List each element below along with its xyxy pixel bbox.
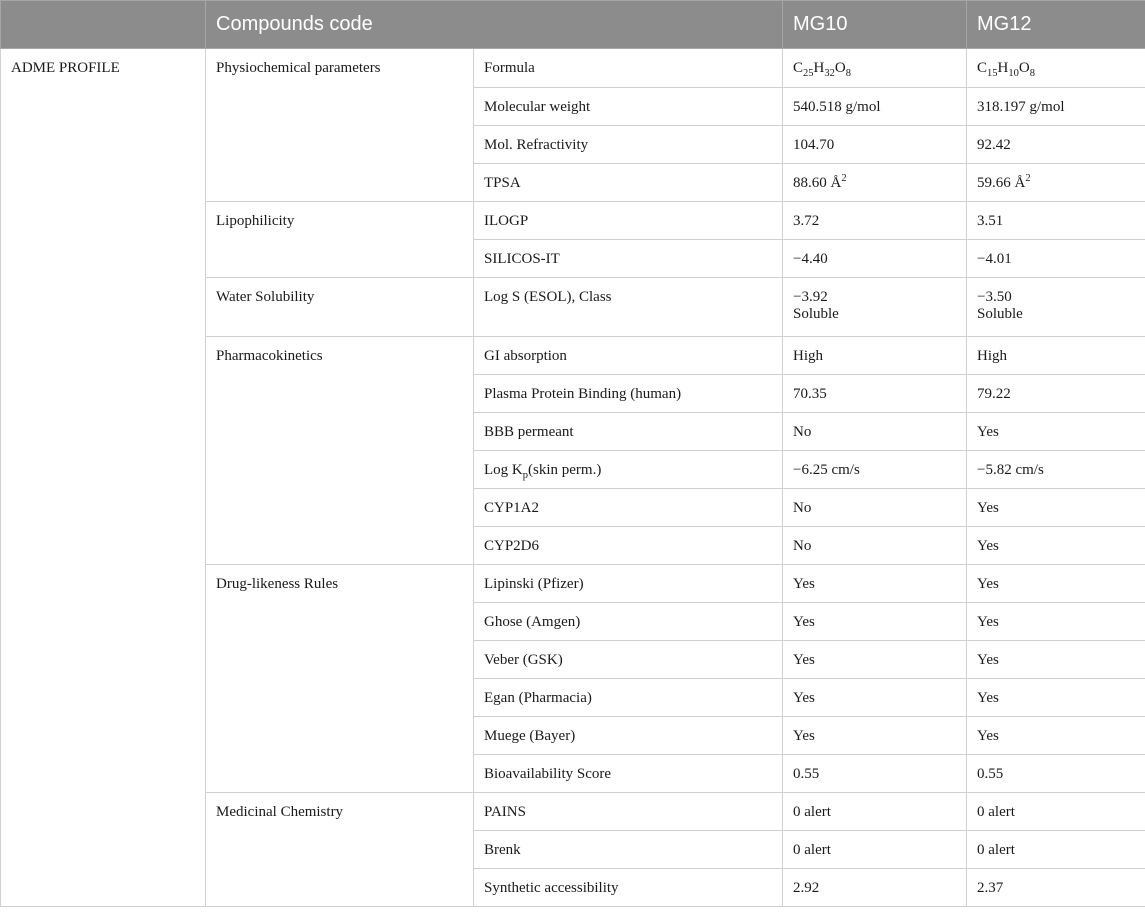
param-mr: Mol. Refractivity xyxy=(474,126,783,164)
mg10-bioav: 0.55 xyxy=(783,755,967,793)
mg10-lipinski: Yes xyxy=(783,565,967,603)
group-physchem: Physiochemical parameters xyxy=(206,49,474,202)
mg10-logs xyxy=(783,278,967,337)
mg12-lipinski: Yes xyxy=(967,565,1145,603)
param-mw: Molecular weight xyxy=(474,88,783,126)
mg10-muege: Yes xyxy=(783,717,967,755)
param-cyp1a2: CYP1A2 xyxy=(474,489,783,527)
mg10-mw: 540.518 g/mol xyxy=(783,88,967,126)
mg12-egan: Yes xyxy=(967,679,1145,717)
mg10-pains: 0 alert xyxy=(783,793,967,831)
mg10-synth: 2.92 xyxy=(783,869,967,907)
mg12-cyp2d6: Yes xyxy=(967,527,1145,565)
param-tpsa: TPSA xyxy=(474,164,783,202)
param-muege: Muege (Bayer) xyxy=(474,717,783,755)
param-lipinski: Lipinski (Pfizer) xyxy=(474,565,783,603)
group-medicinal-chemistry: Medicinal Chemistry xyxy=(206,793,474,907)
param-formula: Formula xyxy=(474,49,783,88)
mg12-mr: 92.42 xyxy=(967,126,1145,164)
mg10-brenk: 0 alert xyxy=(783,831,967,869)
mg10-ilogp: 3.72 xyxy=(783,202,967,240)
param-bbb: BBB permeant xyxy=(474,413,783,451)
mg12-gi: High xyxy=(967,337,1145,375)
param-logs: Log S (ESOL), Class xyxy=(474,278,783,337)
mg12-logs-class: Soluble xyxy=(977,306,1023,322)
mg12-formula: $C_{15}H_{10}O_8$ xyxy=(967,49,1145,88)
mg12-ghose: Yes xyxy=(967,603,1145,641)
mg12-ilogp: 3.51 xyxy=(967,202,1145,240)
mg10-silicos: −4.40 xyxy=(783,240,967,278)
param-gi: GI absorption xyxy=(474,337,783,375)
mg10-bbb: No xyxy=(783,413,967,451)
mg10-mr: 104.70 xyxy=(783,126,967,164)
mg10-cyp2d6: No xyxy=(783,527,967,565)
header-compounds-code: Compounds code xyxy=(206,1,783,49)
param-ghose: Ghose (Amgen) xyxy=(474,603,783,641)
header-mg10: MG10 xyxy=(783,1,967,49)
group-lipophilicity: Lipophilicity xyxy=(206,202,474,278)
mg12-logs xyxy=(967,278,1145,337)
mg12-cyp1a2: Yes xyxy=(967,489,1145,527)
mg12-logkp: −5.82 cm/s xyxy=(967,451,1145,489)
group-water-solubility: Water Solubility xyxy=(206,278,474,337)
mg12-muege: Yes xyxy=(967,717,1145,755)
mg10-cyp1a2: No xyxy=(783,489,967,527)
mg10-logs-class: Soluble xyxy=(793,306,839,322)
header-mg12: MG12 xyxy=(967,1,1145,49)
param-bioav: Bioavailability Score xyxy=(474,755,783,793)
mg10-gi: High xyxy=(783,337,967,375)
mg12-logs-value: −3.50 xyxy=(977,289,1012,305)
mg10-tpsa: 88.60 $Å^2$ xyxy=(783,164,967,202)
group-drug-likeness: Drug-likeness Rules xyxy=(206,565,474,793)
mg10-ppb: 70.35 xyxy=(783,375,967,413)
param-veber: Veber (GSK) xyxy=(474,641,783,679)
mg12-bioav: 0.55 xyxy=(967,755,1145,793)
mg12-pains: 0 alert xyxy=(967,793,1145,831)
param-ppb: Plasma Protein Binding (human) xyxy=(474,375,783,413)
param-egan: Egan (Pharmacia) xyxy=(474,679,783,717)
param-logkp: Log $K_p(skin$ perm.) xyxy=(474,451,783,489)
param-ilogp: ILOGP xyxy=(474,202,783,240)
mg10-ghose: Yes xyxy=(783,603,967,641)
header-blank xyxy=(1,1,206,49)
mg10-logs-value: −3.92 xyxy=(793,289,828,305)
mg10-formula: $C_{25}H_{32}O_8$ xyxy=(783,49,967,88)
mg12-bbb: Yes xyxy=(967,413,1145,451)
mg12-ppb: 79.22 xyxy=(967,375,1145,413)
adme-profile-label: ADME PROFILE xyxy=(1,49,206,907)
mg10-logkp: −6.25 cm/s xyxy=(783,451,967,489)
mg12-tpsa: 59.66 $Å^2$ xyxy=(967,164,1145,202)
mg10-egan: Yes xyxy=(783,679,967,717)
mg12-silicos: −4.01 xyxy=(967,240,1145,278)
mg12-brenk: 0 alert xyxy=(967,831,1145,869)
param-pains: PAINS xyxy=(474,793,783,831)
param-cyp2d6: CYP2D6 xyxy=(474,527,783,565)
param-synth: Synthetic accessibility xyxy=(474,869,783,907)
mg12-veber: Yes xyxy=(967,641,1145,679)
group-pharmacokinetics: Pharmacokinetics xyxy=(206,337,474,565)
mg12-synth: 2.37 xyxy=(967,869,1145,907)
param-silicos: SILICOS-IT xyxy=(474,240,783,278)
mg12-mw: 318.197 g/mol xyxy=(967,88,1145,126)
param-brenk: Brenk xyxy=(474,831,783,869)
mg10-veber: Yes xyxy=(783,641,967,679)
